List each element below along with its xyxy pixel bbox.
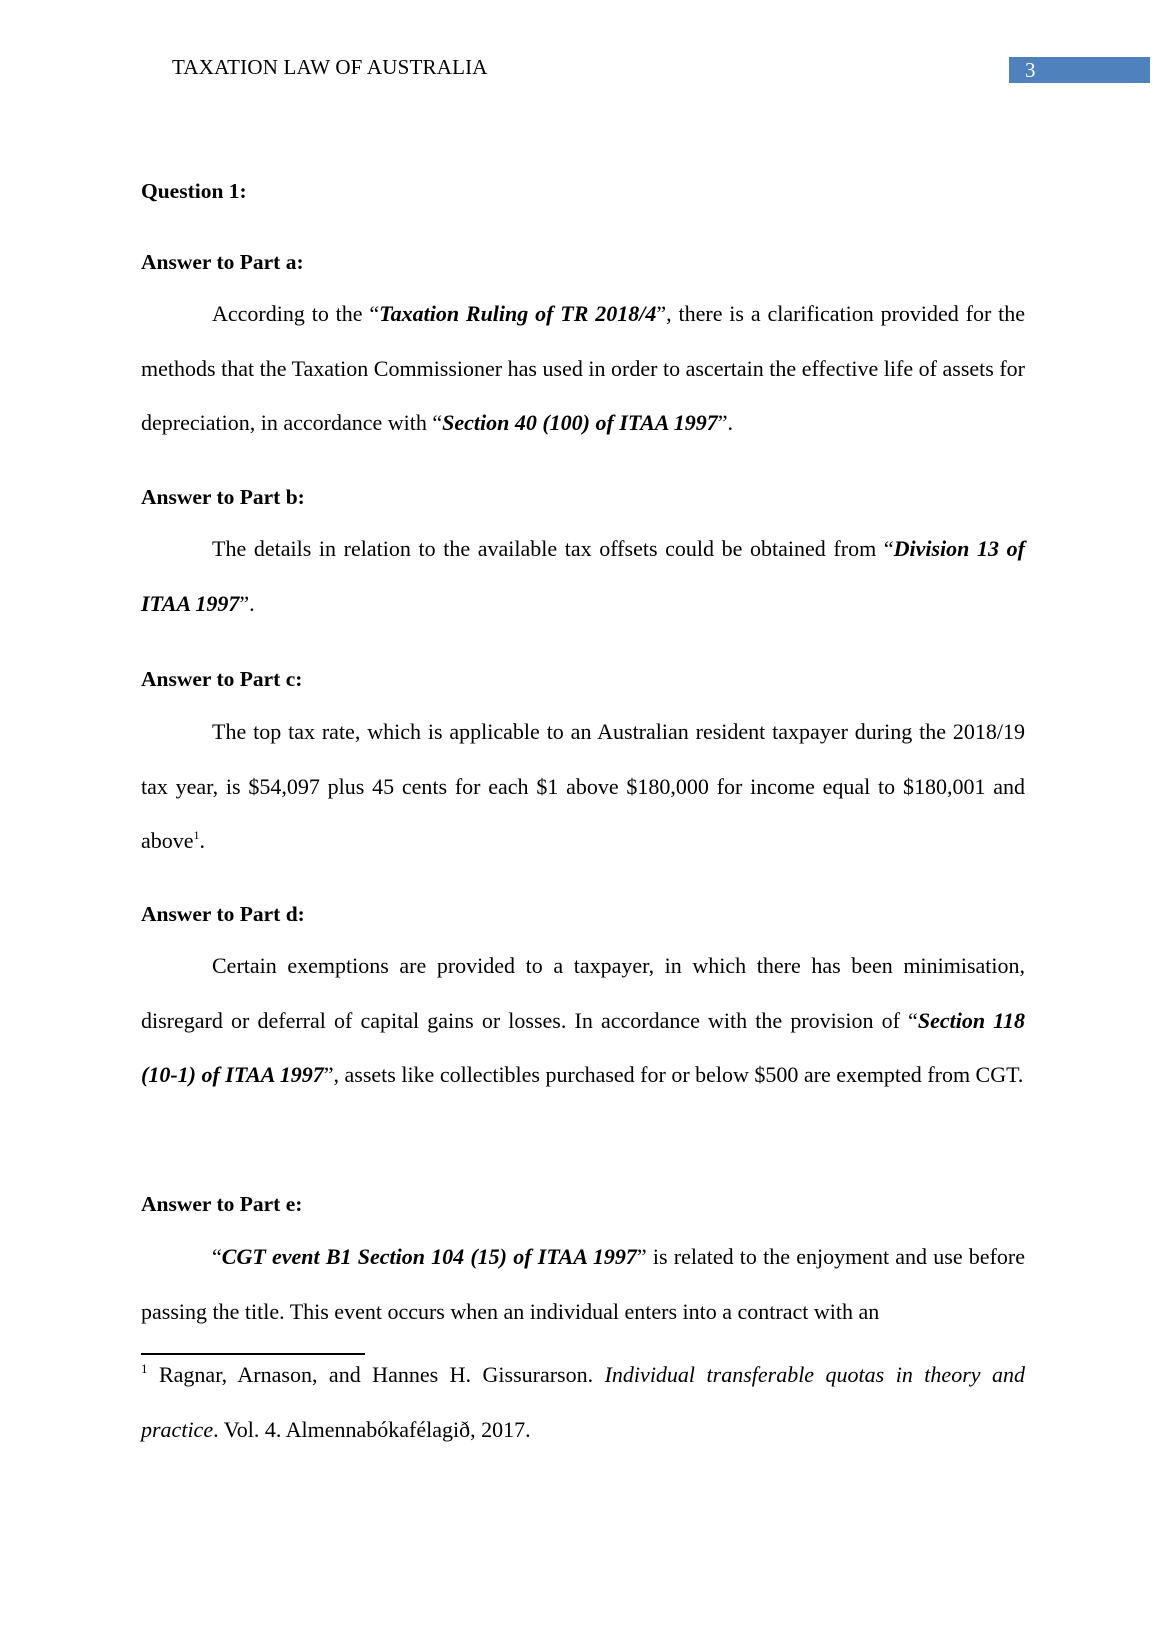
- part-e-paragraph: “CGT event B1 Section 104 (15) of ITAA 1997” is related to the enjoyment and use before passing the title. This event occurs when an individual enters into a contract with an: [141, 1244, 1025, 1324]
- question-heading: Question 1:: [141, 179, 247, 203]
- part-b-paragraph: The details in relation to the available tax offsets could be obtained from “Division 13 of ITAA 1997”.: [141, 536, 1025, 616]
- citation-section-40-100: Section 40 (100) of ITAA 1997: [442, 410, 718, 435]
- citation-division-13: Division 13 of ITAA 1997: [141, 536, 1025, 616]
- part-b-heading: Answer to Part b:: [141, 485, 305, 509]
- citation-cgt-event-b1: CGT event B1 Section 104 (15) of ITAA 1997: [221, 1244, 637, 1269]
- citation-section-118-10-1: Section 118 (10-1) of ITAA 1997: [141, 1007, 1025, 1087]
- part-d-paragraph: Certain exemptions are provided to a taxpayer, in which there has been minimisation, disregard or deferral of capital gains or losses. In accordance with the provision of “Section 118 (10-1) of ITAA 1997”, assets like collectibles purchased for or below $500 are exempted from CGT.: [141, 953, 1025, 1087]
- part-a-paragraph: According to the “Taxation Ruling of TR 2018/4”, there is a clarification provided for the methods that the Taxation Commissioner has used in order to ascertain the effective life of assets for depreciation, in accordance with “Section 40 (100) of ITAA 1997”.: [141, 301, 1025, 435]
- part-c-paragraph: The top tax rate, which is applicable to an Australian resident taxpayer during the 2018/19 tax year, is $54,097 plus 45 cents for each $1 above $180,000 for income equal to $180,001 and above$^1$.: [141, 719, 1025, 853]
- footnote-book-title: Individual transferable quotas in theory and practice: [141, 1362, 1025, 1442]
- footnote: $^1$ Ragnar, Arnason, and Hannes H. Gissurarson. Individual transferable quotas in theory and practice. Vol. 4. Almennabókafélagið, 2017.: [141, 1361, 1025, 1442]
- footnote-marker: 1: [141, 1361, 148, 1376]
- part-e-heading: Answer to Part e:: [141, 1192, 303, 1216]
- part-c-heading: Answer to Part c:: [141, 667, 303, 691]
- page-number: 3: [1025, 58, 1036, 82]
- page-number-box: [1009, 57, 1150, 83]
- footnote-reference[interactable]: 1: [193, 828, 200, 842]
- citation-tr-2018-4: Taxation Ruling of TR 2018/4: [379, 301, 657, 326]
- part-a-heading: Answer to Part a:: [141, 250, 304, 274]
- running-title: TAXATION LAW OF AUSTRALIA: [172, 55, 488, 79]
- part-d-heading: Answer to Part d:: [141, 902, 305, 926]
